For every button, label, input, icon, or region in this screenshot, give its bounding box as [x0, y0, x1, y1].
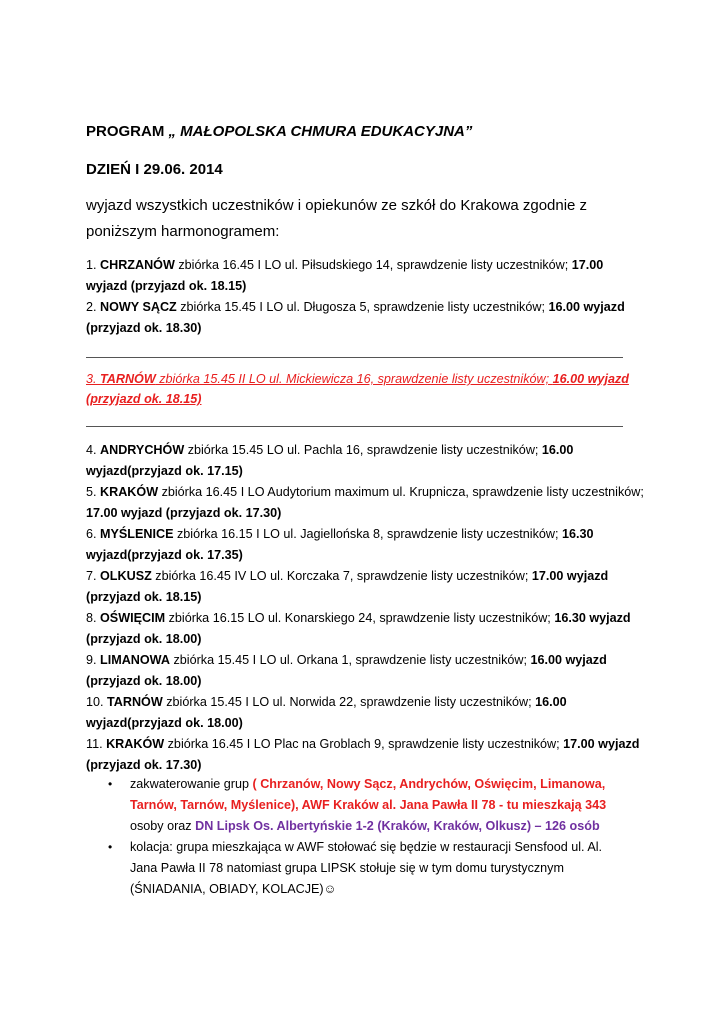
schedule-list-bottom: [86, 440, 646, 776]
list-item: 7. OLKUSZ zbiórka 16.45 IV LO ul. Korczaka 7, sprawdzenie listy uczestników; 17.00 wyjazd (przyjazd ok. 18.15): [86, 569, 609, 604]
program-title: [86, 123, 472, 140]
schedule-list-top: [86, 255, 646, 339]
divider-top: [86, 357, 623, 358]
list-item: 10. TARNÓW zbiórka 15.45 I LO ul. Norwida 22, sprawdzenie listy uczestników; 16.00 wyjazd(przyjazd ok. 18.00): [86, 695, 567, 730]
list-item: 9. LIMANOWA zbiórka 15.45 I LO ul. Orkana 1, sprawdzenie listy uczestników; 16.00 wyjazd (przyjazd ok. 18.00): [86, 653, 607, 688]
list-item: 8. OŚWIĘCIM zbiórka 16.15 LO ul. Konarskiego 24, sprawdzenie listy uczestników; 16.30 wyjazd (przyjazd ok. 18.00): [86, 611, 631, 646]
title-prefix: PROGRAM: [86, 123, 169, 140]
list-item: 2. NOWY SĄCZ zbiórka 15.45 I LO ul. Długosza 5, sprawdzenie listy uczestników; 16.00 wyjazd (przyjazd ok. 18.30): [86, 300, 625, 335]
smiley-icon: ☺: [323, 882, 337, 896]
intro-paragraph: wyjazd wszystkich uczestników i opiekunów ze szkół do Krakowa zgodnie z poniższym harmonogramem:: [86, 197, 588, 240]
divider-bottom: [86, 426, 623, 427]
day-heading: DZIEŃ I 29.06. 2014: [86, 161, 223, 178]
bullet-icon: •: [108, 777, 113, 791]
notes-bullet-list: [108, 774, 628, 900]
list-item: 5. KRAKÓW zbiórka 16.45 I LO Audytorium maximum ul. Krupnicza, sprawdzenie listy uczestników; 17.00 wyjazd (przyjazd ok. 17.30): [86, 485, 644, 520]
title-name: „ MAŁOPOLSKA CHMURA EDUKACYJNA”: [168, 123, 473, 140]
list-item: 4. ANDRYCHÓW zbiórka 15.45 LO ul. Pachla 16, sprawdzenie listy uczestników; 16.00 wyjazd(przyjazd ok. 17.15): [86, 443, 574, 478]
bullet-item-accommodation: • zakwaterowanie grup ( Chrzanów, Nowy Sącz, Andrychów, Oświęcim, Limanowa, Tarnów, Tarnów, Myślenice), AWF Kraków al. Jana Pawła II 78 - tu mieszkają 343 osoby oraz DN Lipsk Os. Albertyńskie 1-2 (Kraków, Kraków, Olkusz) – 126 osób: [108, 774, 628, 837]
bullet-icon: •: [108, 840, 113, 854]
list-item: 6. MYŚLENICE zbiórka 16.15 I LO ul. Jagiellońska 8, sprawdzenie listy uczestników; 16.30 wyjazd(przyjazd ok. 17.35): [86, 527, 594, 562]
list-item: 1. CHRZANÓW zbiórka 16.45 I LO ul. Piłsudskiego 14, sprawdzenie listy uczestników; 17.00 wyjazd (przyjazd ok. 18.15): [86, 258, 604, 293]
highlighted-item: 3. TARNÓW zbiórka 15.45 II LO ul. Mickiewicza 16, sprawdzenie listy uczestników; 16.00 wyjazd (przyjazd ok. 18.15): [86, 372, 629, 406]
bullet-item-dinner: • kolacja: grupa mieszkająca w AWF stołować się będzie w restauracji Sensfood ul. Al. Jana Pawła II 78 natomiast grupa LIPSK stołuje się w tym domu turystycznym (ŚNIADANIA, OBIADY, KOLACJE)☺: [108, 837, 628, 900]
list-item: 11. KRAKÓW zbiórka 16.45 I LO Plac na Groblach 9, sprawdzenie listy uczestników; 17.00 wyjazd (przyjazd ok. 17.30): [86, 737, 640, 772]
